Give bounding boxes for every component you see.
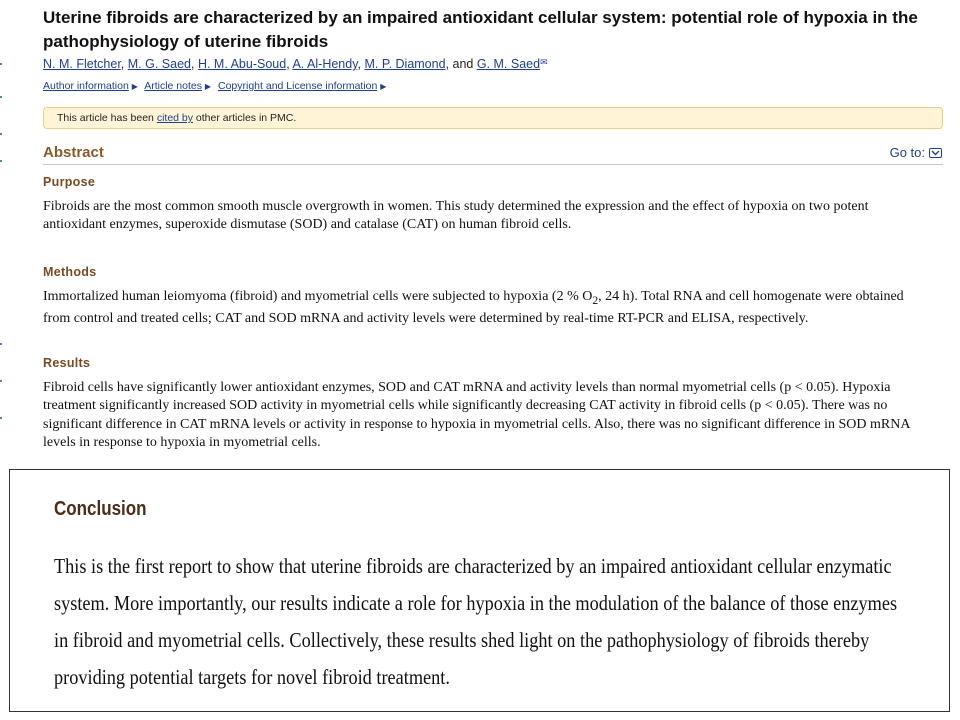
- conclusion-panel: [9, 469, 950, 712]
- author-link[interactable]: M. G. Saed: [127, 57, 191, 71]
- author-information-link[interactable]: Author information: [43, 80, 129, 92]
- results-heading: Results: [43, 356, 91, 370]
- goto-menu[interactable]: [890, 145, 942, 160]
- author-list: N. M. Fletcher, M. G. Saed, H. M. Abu-Soud, A. Al-Hendy, M. P. Diamond, and G. M. Saed✉: [43, 57, 548, 71]
- results-text: Fibroid cells have significantly lower antioxidant enzymes, SOD and CAT mRNA and activity levels than normal myometrial cells (p < 0.05). Hypoxia treatment significantly increased SOD activity in myometrial cells while significantly decreasing CAT activity in fibroid cells (p < 0.05). There was no significant difference in CAT mRNA levels or activity in response to hypoxia in myometrial cells. Also, there was no significant difference in SOD mRNA levels in response to hypoxia in myometrial cells.: [43, 380, 910, 450]
- envelope-icon[interactable]: ✉: [540, 57, 548, 67]
- author-link[interactable]: M. P. Diamond: [364, 57, 446, 71]
- methods-heading: Methods: [43, 265, 97, 279]
- page-edge-mark: [0, 343, 2, 345]
- conclusion-text: This is the first report to show that uterine fibroids are characterized by an impaired antioxidant cellular enzymatic system. More importantly, our results indicate a role for hypoxia in the modulation of the balance of those enzymes in fibroid and myometrial cells. Collectively, these results shed light on the pathophysiology of fibroids thereby providing potential targets for novel fibroid treatment.: [54, 554, 898, 689]
- author-link[interactable]: A. Al-Hendy: [292, 57, 358, 71]
- page-edge-mark: [0, 417, 2, 419]
- triangle-right-icon: ▶: [380, 82, 387, 91]
- authors-and: and: [452, 57, 474, 71]
- goto-label[interactable]: Go to:: [889, 145, 925, 160]
- purpose-heading: Purpose: [43, 175, 96, 189]
- copyright-license-link[interactable]: Copyright and License information: [218, 80, 378, 92]
- page-edge-mark: [0, 380, 2, 382]
- chevron-down-icon[interactable]: [929, 148, 942, 158]
- methods-text: Immortalized human leiomyoma (fibroid) and myometrial cells were subjected to hypoxia (2 % $O_2$, 24 h). Total RNA and cell homogenate were obtained from control and treated cells; CAT and SOD mRNA and activity levels were determined by real-time RT-PCR and ELISA, respectively.: [43, 289, 904, 327]
- page-edge-mark: [0, 63, 2, 65]
- author-link[interactable]: N. M. Fletcher: [43, 57, 121, 71]
- abstract-divider: [43, 164, 943, 165]
- article-notes-link[interactable]: Article notes: [144, 80, 202, 92]
- abstract-heading: Abstract: [43, 144, 104, 161]
- article-title: Uterine fibroids are characterized by an impaired antioxidant cellular system: potential role of hypoxia in the pathophysiology of uterine fibroids: [43, 8, 918, 51]
- cited-by-notice: This article has been cited by other articles in PMC.: [43, 107, 943, 129]
- triangle-right-icon: ▶: [204, 82, 212, 91]
- conclusion-heading: Conclusion: [54, 498, 147, 520]
- cited-by-link[interactable]: cited by: [156, 112, 193, 124]
- page-edge-mark: [0, 133, 2, 135]
- article-info-links: [43, 80, 390, 92]
- triangle-right-icon: ▶: [131, 82, 138, 91]
- page-edge-mark: [0, 96, 2, 98]
- author-link[interactable]: G. M. Saed: [476, 57, 541, 71]
- purpose-text: Fibroids are the most common smooth muscle overgrowth in women. This study determined the expression and the effect of hypoxia on two potent antioxidant enzymes, superoxide dismutase (SOD) and catalase (CAT) on human fibroid cells.: [43, 199, 869, 233]
- page-edge-mark: [0, 160, 2, 162]
- author-link[interactable]: H. M. Abu-Soud: [197, 57, 287, 71]
